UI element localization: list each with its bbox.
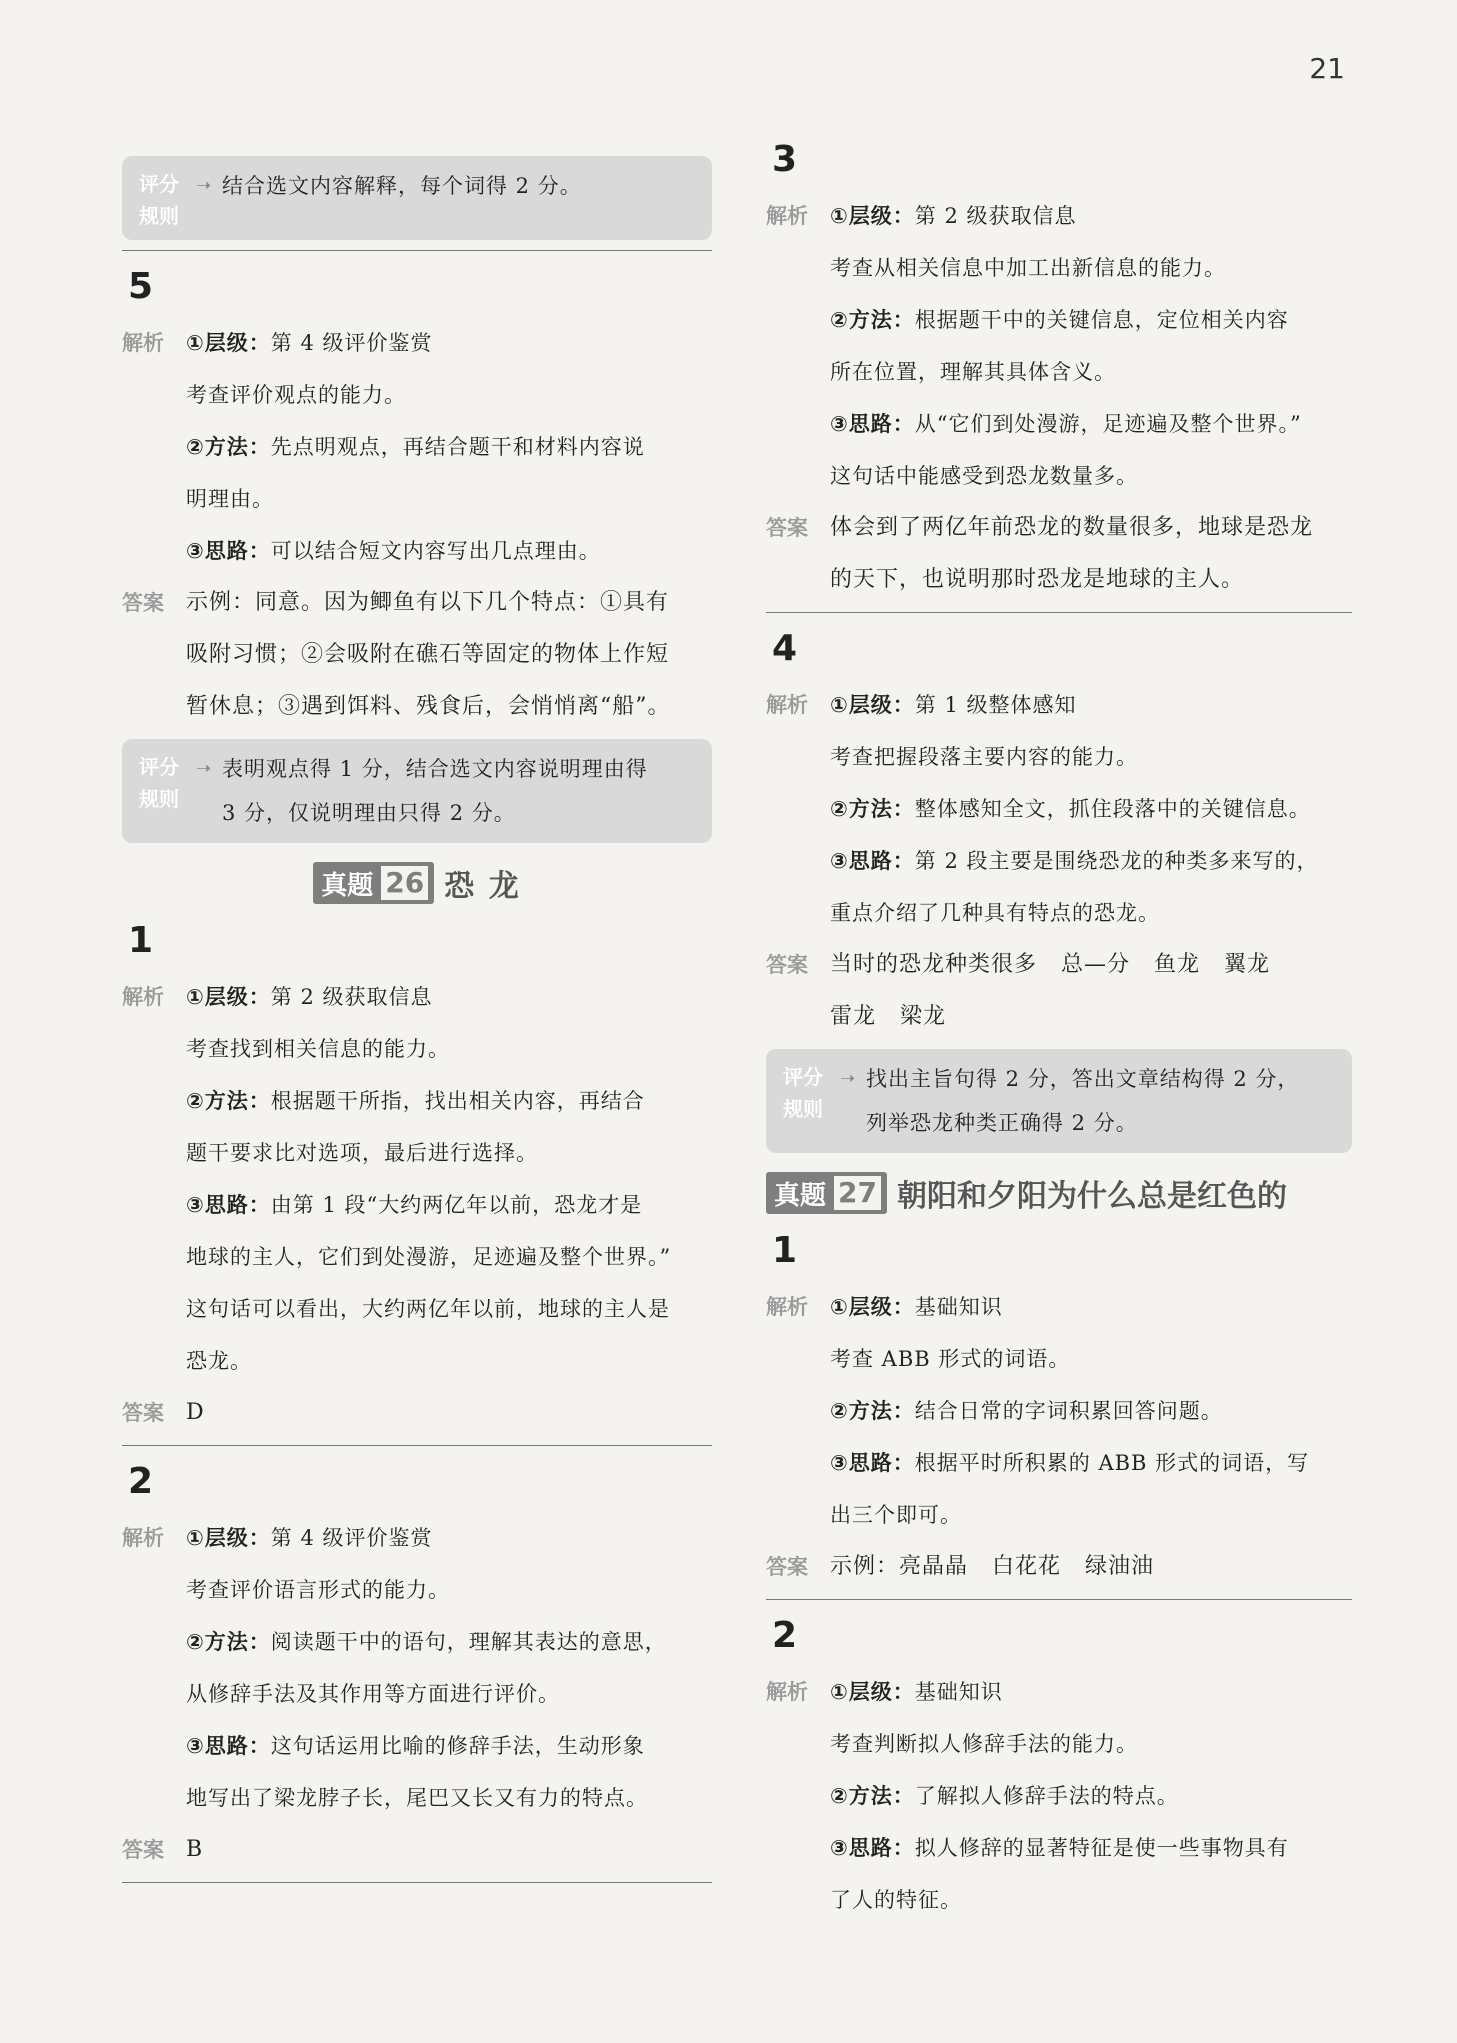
- answer-block: 答案 D: [122, 1387, 712, 1439]
- arrow-right-icon: ➝: [196, 175, 212, 196]
- right-column: [766, 138, 1352, 1926]
- answer-tag: 答案: [122, 1401, 164, 1425]
- analysis-tag: 解析: [766, 1680, 808, 1704]
- zhenti-badge: 真题 26: [313, 862, 434, 904]
- answer-tag: 答案: [766, 1555, 808, 1579]
- analysis-block: 解析 ①层级：第 4 级评价鉴赏 考查评价语言形式的能力。 ②方法：阅读题干中的语句，理解其表达的意思， 从修辞手法及其作用等方面进行评价。 ③思路：这句话运用比喻的修辞手法，生动形象 地写出了梁龙脖子长，尾巴又长又有力的特点。: [122, 1512, 712, 1824]
- section-name: 朝阳和夕阳为什么总是红色的: [896, 1179, 1287, 1214]
- scoring-rule-box: [122, 739, 712, 843]
- analysis-block: 解析 ①层级：第 2 级获取信息 考查从相关信息中加工出新信息的能力。 ②方法：根据题干中的关键信息，定位相关内容 所在位置，理解其具体含义。 ③思路：从“它们到处漫游，足迹遍及整个世界。” 这句话中能感受到恐龙数量多。: [766, 190, 1352, 502]
- scoring-rule-tag: 评分 规则: [139, 172, 179, 228]
- analysis-block: 解析 ①层级：第 1 级整体感知 考查把握段落主要内容的能力。 ②方法：整体感知全文，抓住段落中的关键信息。 ③思路：第 2 段主要是围绕恐龙的种类多来写的， 重点介绍了几种具有特点的恐龙。: [766, 679, 1352, 939]
- divider: [122, 1445, 712, 1446]
- question-number: 2: [772, 1615, 798, 1656]
- section-title-26: [122, 861, 712, 905]
- answer-block: 答案 体会到了两亿年前恐龙的数量很多，地球是恐龙 的天下，也说明那时恐龙是地球的主人。: [766, 502, 1352, 606]
- section-title-27: [766, 1171, 1352, 1215]
- scoring-rule-text: 表明观点得 1 分，结合选文内容说明理由得 3 分，仅说明理由只得 2 分。: [222, 757, 648, 825]
- answer-block: 答案 B: [122, 1824, 712, 1876]
- question-number: 1: [772, 1230, 798, 1271]
- page-number: 21: [1309, 52, 1345, 85]
- analysis-tag: 解析: [766, 693, 808, 717]
- question-number: 1: [128, 920, 154, 961]
- question-number: 5: [128, 266, 154, 307]
- zhenti-badge: 真题 27: [766, 1172, 887, 1214]
- analysis-tag: 解析: [766, 1295, 808, 1319]
- left-column: [122, 150, 712, 1893]
- answer-block: 答案 示例：同意。因为鲫鱼有以下几个特点：①具有 吸附习惯；②会吸附在礁石等固定的物体上作短 暂休息；③遇到饵料、残食后，会悄悄离“船”。: [122, 577, 712, 733]
- analysis-block: 解析 ①层级：基础知识 考查判断拟人修辞手法的能力。 ②方法：了解拟人修辞手法的特点。 ③思路：拟人修辞的显著特征是使一些事物具有 了人的特征。: [766, 1666, 1352, 1926]
- analysis-tag: 解析: [122, 1526, 164, 1550]
- divider: [766, 1599, 1352, 1600]
- answer-tag: 答案: [122, 1838, 164, 1862]
- question-number: 3: [772, 139, 798, 180]
- arrow-right-icon: ➝: [196, 758, 212, 779]
- divider: [122, 250, 712, 251]
- question-number: 2: [128, 1461, 154, 1502]
- scoring-rule-box: [766, 1049, 1352, 1153]
- analysis-block: 解析 ①层级：第 2 级获取信息 考查找到相关信息的能力。 ②方法：根据题干所指，找出相关内容，再结合 题干要求比对选项，最后进行选择。 ③思路：由第 1 段“大约两亿年以前，恐龙才是 地球的主人，它们到处漫游，足迹遍及整个世界。” 这句话可以看出，大约两亿年以前，地球的主人是 恐龙。: [122, 971, 712, 1387]
- analysis-tag: 解析: [122, 985, 164, 1009]
- section-name: 恐 龙: [444, 869, 521, 904]
- question-number: 4: [772, 628, 798, 669]
- answer-tag: 答案: [766, 953, 808, 977]
- analysis-tag: 解析: [122, 331, 164, 355]
- divider: [766, 612, 1352, 613]
- scoring-rule-text: 找出主旨句得 2 分，答出文章结构得 2 分， 列举恐龙种类正确得 2 分。: [866, 1067, 1300, 1135]
- answer-block: 答案 示例：亮晶晶 白花花 绿油油: [766, 1541, 1352, 1593]
- scoring-rule-box: [122, 156, 712, 240]
- analysis-block: 解析 ①层级：基础知识 考查 ABB 形式的词语。 ②方法：结合日常的字词积累回答问题。 ③思路：根据平时所积累的 ABB 形式的词语，写 出三个即可。: [766, 1281, 1352, 1541]
- scoring-rule-text: 结合选文内容解释，每个词得 2 分。: [222, 174, 582, 198]
- answer-tag: 答案: [766, 516, 808, 540]
- analysis-tag: 解析: [766, 204, 808, 228]
- analysis-block: 解析 ①层级：第 4 级评价鉴赏 考查评价观点的能力。 ②方法：先点明观点，再结合题干和材料内容说 明理由。 ③思路：可以结合短文内容写出几点理由。: [122, 317, 712, 577]
- arrow-right-icon: ➝: [840, 1068, 856, 1089]
- divider: [122, 1882, 712, 1883]
- answer-tag: 答案: [122, 591, 164, 615]
- answer-block: 答案 当时的恐龙种类很多 总—分 鱼龙 翼龙 雷龙 梁龙: [766, 939, 1352, 1043]
- scoring-rule-tag: 评分 规则: [783, 1065, 823, 1121]
- scoring-rule-tag: 评分 规则: [139, 755, 179, 811]
